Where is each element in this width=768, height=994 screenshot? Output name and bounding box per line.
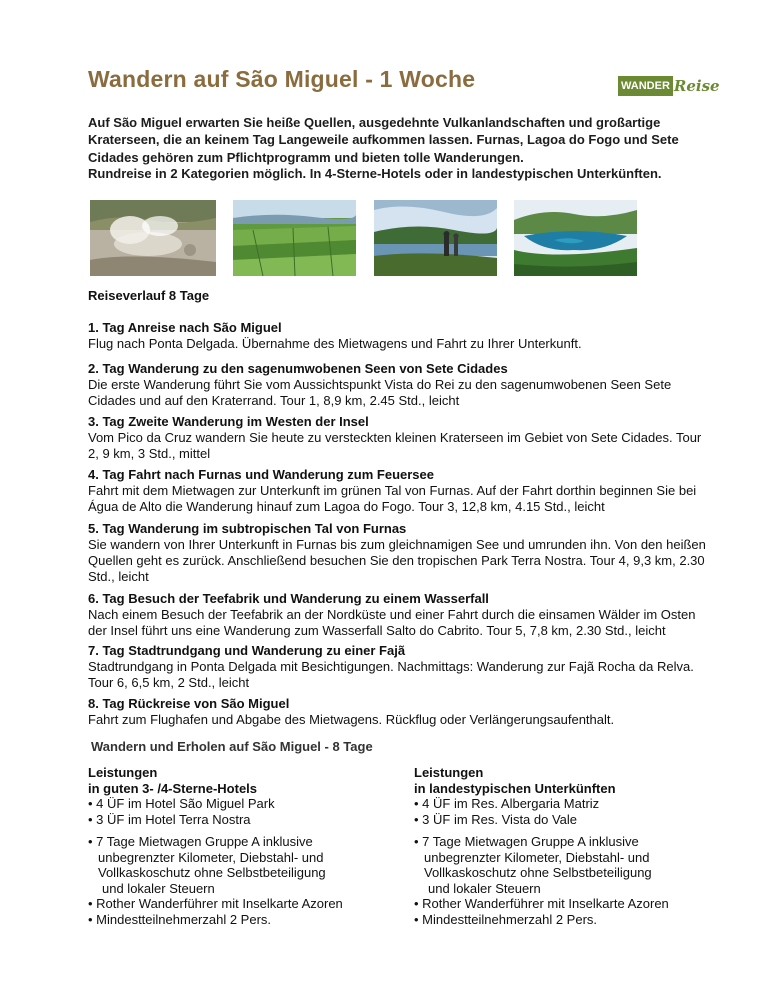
day-title: 3. Tag Zweite Wanderung im Westen der Insel [88,414,369,429]
service-item: • Mindestteilnehmerzahl 2 Pers. [88,911,272,927]
day-title: 5. Tag Wanderung im subtropischen Tal von Furnas [88,521,407,536]
service-item: • 4 ÜF im Res. Albergaria Matriz [414,796,600,811]
itinerary-day-2 [88,361,708,409]
services-category: in guten 3- /4-Sterne-Hotels [88,780,258,796]
hikers-at-lake-photo [374,200,497,276]
logo-text-wander: WANDER [618,76,673,96]
service-item: • Rother Wanderführer mit Inselkarte Azoren [88,896,343,911]
service-item-cont: und lokaler Steuern [428,880,541,896]
crater-lake-photo [514,200,637,276]
day-text: Vom Pico da Cruz wandern Sie heute zu versteckten kleinen Kraterseen im Gebiet von Sete Cidades. Tour 2, 9 km, 3 Std., mittel [88,430,702,461]
service-item: • 4 ÜF im Hotel São Miguel Park [88,796,275,811]
green-landscape-photo [233,200,356,276]
itinerary-title: Reiseverlauf 8 Tage [88,288,210,303]
day-text: Flug nach Ponta Delgada. Übernahme des Mietwagens und Fahrt zu Ihrer Unterkunft. [88,336,582,351]
day-text: Nach einem Besuch der Teefabrik an der Nordküste und einer Fahrt durch die einsamen Wälder im Osten der Insel führt uns eine Wanderung zum Wasserfall Salto do Cabrito. Tour 5, 7,8 km, 2.30 Std., leicht [88,607,696,638]
hot-springs-photo [90,200,216,276]
itinerary-day-7 [88,643,708,691]
page-title: Wandern auf São Miguel - 1 Woche [88,66,476,92]
service-item: • 3 ÜF im Res. Vista do Vale [414,811,578,827]
service-item-cont: und lokaler Steuern [102,880,215,896]
day-text: Fahrt mit dem Mietwagen zur Unterkunft im grünen Tal von Furnas. Auf der Fahrt dorthin beginnen Sie bei Água de Alto die Wanderung hinauf zum Lagoa do Fogo. Tour 3, 12,8 km, 4.15 Std., leicht [88,483,697,514]
services-local-header [414,765,694,827]
service-item: • 3 ÜF im Hotel Terra Nostra [88,811,251,827]
service-item-cont: Vollkaskoschutz ohne Selbstbeteiligung [98,865,326,880]
day-text: Sie wandern von Ihrer Unterkunft in Furnas bis zum gleichnamigen See und umrunden ihn. Von den heißen Quellen geht es zurück. Anschließend besuchen Sie den tropischen Park Terra Nostra. Tour 4, 9,3 km, 2.30 Std., leicht [88,537,706,584]
itinerary-day-8 [88,696,708,728]
itinerary-day-4 [88,467,708,515]
logo-text-reise: Reise [673,77,720,95]
day-title: 2. Tag Wanderung zu den sagenumwobenen Seen von Sete Cidades [88,361,508,376]
service-item-cont: Vollkaskoschutz ohne Selbstbeteiligung [424,865,652,880]
summary-title: Wandern und Erholen auf São Miguel - 8 Tage [91,739,373,754]
day-title: 8. Tag Rückreise von São Miguel [88,696,290,711]
service-item: • 7 Tage Mietwagen Gruppe A inklusive [88,834,313,849]
categories-note: Rundreise in 2 Kategorien möglich. In 4-Sterne-Hotels oder in landestypischen Unterkünften. [88,166,662,181]
day-text: Stadtrundgang in Ponta Delgada mit Besichtigungen. Nachmittags: Wanderung zur Fajã Rocha da Relva. Tour 6, 6,5 km, 2 Std., leicht [88,659,694,690]
service-item: • Rother Wanderführer mit Inselkarte Azoren [414,896,669,911]
service-item-cont: unbegrenzter Kilometer, Diebstahl- und [98,849,324,865]
intro-paragraph: Auf São Miguel erwarten Sie heiße Quellen, ausgedehnte Vulkanlandschaften und großartige Kraterseen, die an keinem Tag Langeweile aufkommen lassen. Furnas, Lagoa do Fogo und Sete Cidades gehören zum Pflichtprogramm und bieten tolle Wanderungen. [88,115,679,165]
wanderreise-logo [618,76,720,96]
day-title: 1. Tag Anreise nach São Miguel [88,320,282,335]
services-hotels-header [88,765,368,827]
services-local-list [414,834,694,927]
service-item-cont: unbegrenzter Kilometer, Diebstahl- und [424,849,650,865]
itinerary-day-6 [88,591,708,639]
itinerary-day-1 [88,320,708,352]
services-hotels-list [88,834,368,927]
service-item: • Mindestteilnehmerzahl 2 Pers. [414,911,598,927]
day-title: 7. Tag Stadtrundgang und Wanderung zu einer Fajã [88,643,406,658]
day-text: Fahrt zum Flughafen und Abgabe des Mietwagens. Rückflug oder Verlängerungsaufenthalt. [88,712,615,727]
services-heading: Leistungen [414,765,484,780]
services-category: in landestypischen Unterkünften [414,780,616,796]
day-text: Die erste Wanderung führt Sie vom Aussichtspunkt Vista do Rei zu den sagenumwobenen Seen Sete Cidades und auf den Kraterrand. Tour 1, 8,9 km, 2.45 Std., leicht [88,377,672,408]
itinerary-day-5 [88,521,708,585]
itinerary-day-3 [88,414,708,462]
day-title: 4. Tag Fahrt nach Furnas und Wanderung zum Feuersee [88,467,434,482]
service-item: • 7 Tage Mietwagen Gruppe A inklusive [414,834,639,849]
day-title: 6. Tag Besuch der Teefabrik und Wanderung zu einem Wasserfall [88,591,489,606]
services-heading: Leistungen [88,765,158,780]
